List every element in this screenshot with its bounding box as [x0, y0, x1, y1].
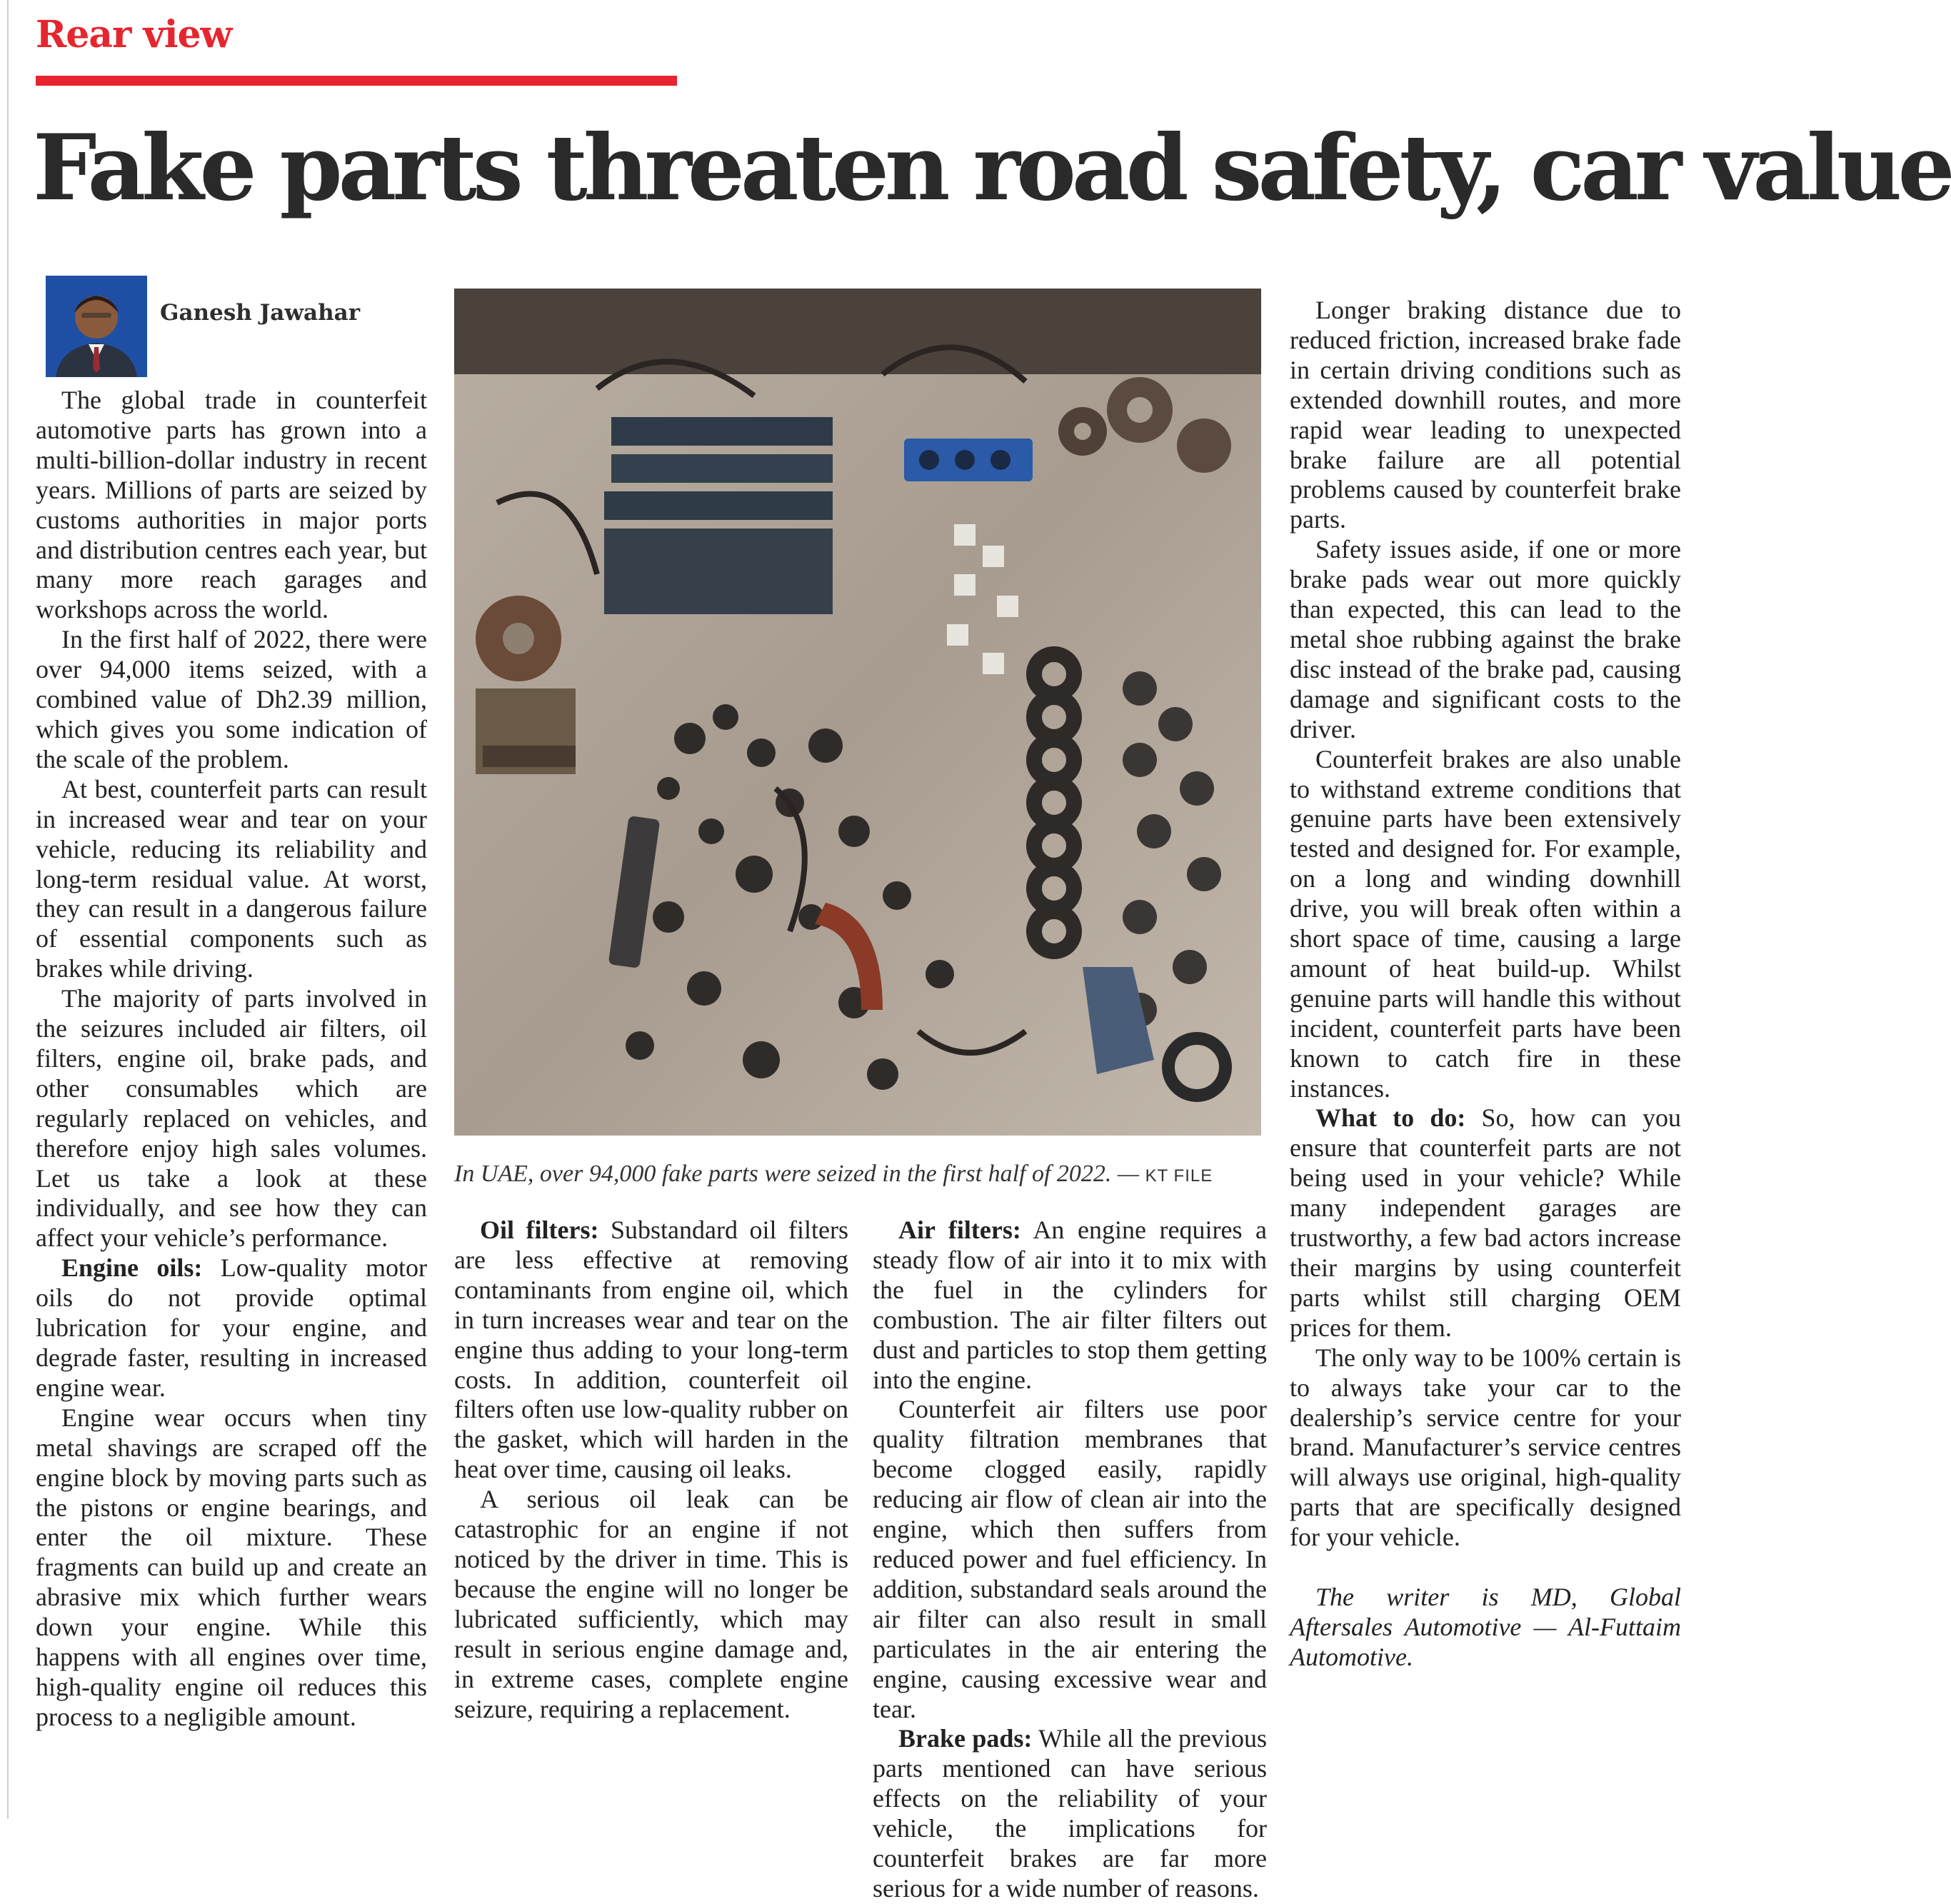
author-avatar — [46, 276, 147, 377]
paragraph-text: While all the previous parts mentioned can have serious effects on the reliability of your vehicle, the implications for counterfeit brakes are far more serious for a wide number of reasons. — [873, 1724, 1267, 1903]
subhead-engine-oils: Engine oils: — [61, 1253, 203, 1283]
paragraph-oil-filters — [454, 1216, 848, 1485]
section-kicker: Rear view — [36, 13, 232, 56]
subhead-air-filters: Air filters: — [898, 1216, 1021, 1244]
paragraph: The majority of parts involved in the seizures included air filters, oil filters, engine oil, brake pads, and other consumables which are regularly replaced on vehicles, and therefore enjoy high sales volumes. Let us take a look at these individually, and see how they can affect your vehicle’s performance. — [36, 984, 427, 1253]
paragraph: In the first half of 2022, there were over 94,000 items seized, with a combined value of Dh2.39 million, which gives you some indication of the scale of the problem. — [36, 625, 427, 773]
paragraph: A serious oil leak can be catastrophic for an engine if not noticed by the driver in time. This is because the engine will no longer be lubricated sufficiently, which may result in serious engine damage and, in extreme cases, complete engine seizure, requiring a replacement. — [454, 1485, 848, 1723]
caption-text: In UAE, over 94,000 fake parts were seized in the first half of 2022. — — [454, 1161, 1140, 1187]
photo-credit: KT FILE — [1145, 1166, 1213, 1186]
paragraph-text: So, how can you ensure that counterfeit parts are not being used in your vehicle? While many independent garages are trustworthy, a few bad actors increase their margins by using counterfeit parts whilst still charging OEM prices for them. — [1290, 1103, 1681, 1342]
paragraph-air-filters — [873, 1216, 1267, 1395]
page-left-rule — [7, 0, 9, 1819]
article-column-4 — [1290, 296, 1681, 1673]
paragraph: The only way to be 100% certain is to always take your car to the dealership’s service centre for your brand. Manufacturer’s service centres will always use original, high-quality parts that are specifically designed for your vehicle. — [1290, 1343, 1681, 1552]
car-parts-photo-icon — [454, 289, 1261, 1136]
headline: Fake parts threaten road safety, car value — [33, 115, 1951, 221]
paragraph: The global trade in counterfeit automotive parts has grown into a multi-billion-dollar industry in recent years. Millions of parts are seized by customs authorities in major ports and distribution centres each year, but many more reach garages and workshops across the world. — [36, 386, 427, 624]
paragraph-what-to-do — [1290, 1103, 1681, 1343]
paragraph: Engine wear occurs when tiny metal shavings are scraped off the engine block by moving parts such as the pistons or engine bearings, and enter the oil mixture. These fragments can build up and create an abrasive mix which further wears down your engine. While this happens with all engines over time, high-quality engine oil reduces this process to a negligible amount. — [36, 1403, 427, 1731]
subhead-brake-pads: Brake pads: — [898, 1724, 1033, 1753]
photo-caption — [454, 1161, 1261, 1188]
paragraph-engine-oils — [36, 1253, 427, 1403]
kicker-underline — [36, 76, 677, 86]
author-portrait-icon — [46, 276, 147, 377]
paragraph-text: Low-quality motor oils do not provide optimal lubrication for your engine, and degrade faster, resulting in increased engine wear. — [36, 1253, 427, 1402]
paragraph-brake-pads — [873, 1724, 1267, 1903]
author-name: Ganesh Jawahar — [160, 300, 361, 326]
author-signoff: The writer is MD, Global Aftersales Automotive — Al-Futtaim Automotive. — [1290, 1583, 1681, 1671]
subhead-oil-filters: Oil filters: — [480, 1216, 599, 1244]
article-column-3 — [873, 1216, 1267, 1904]
article-photo — [454, 289, 1261, 1136]
paragraph-text: Substandard oil filters are less effective at removing contaminants from engine oil, which in turn increases wear and tear on the engine thus adding to your long-term costs. In addition, counterfeit oil filters often use low-quality rubber on the gasket, which will harden in the heat over time, causing oil leaks. — [454, 1216, 848, 1484]
paragraph: Counterfeit brakes are also unable to withstand extreme conditions that genuine parts have been extensively tested and designed for. For example, on a long and winding downhill drive, you will break often within a short space of time, causing a large amount of heat build-up. Whilst genuine parts will handle this without incident, counterfeit parts have been known to catch fire in these instances. — [1290, 744, 1681, 1103]
paragraph: Longer braking distance due to reduced friction, increased brake fade in certain driving conditions such as extended downhill routes, and more rapid wear leading to unexpected brake failure are all potential problems caused by counterfeit brake parts. — [1290, 296, 1681, 534]
paragraph: Safety issues aside, if one or more brake pads wear out more quickly than expected, this can lead to the metal shoe rubbing against the brake disc instead of the brake pad, causing damage and significant costs to the driver. — [1290, 535, 1681, 743]
paragraph-text: An engine requires a steady flow of air into it to mix with the fuel in the cylinders for combustion. The air filter filters out dust and particles to stop them getting into the engine. — [873, 1216, 1268, 1394]
subhead-what-to-do: What to do: — [1315, 1103, 1466, 1133]
paragraph: At best, counterfeit parts can result in increased wear and tear on your vehicle, reducing its reliability and long-term residual value. At worst, they can result in a dangerous failure of essential components such as brakes while driving. — [36, 774, 427, 983]
article-column-1 — [36, 386, 427, 1733]
paragraph: Counterfeit air filters use poor quality filtration membranes that become clogged easily, rapidly reducing air flow of clean air into the engine, which then suffers from reduced power and fuel efficiency. In addition, substandard seals around the air filter can also result in small particulates in the air entering the engine, causing excessive wear and tear. — [873, 1395, 1267, 1723]
article-column-2 — [454, 1216, 848, 1724]
